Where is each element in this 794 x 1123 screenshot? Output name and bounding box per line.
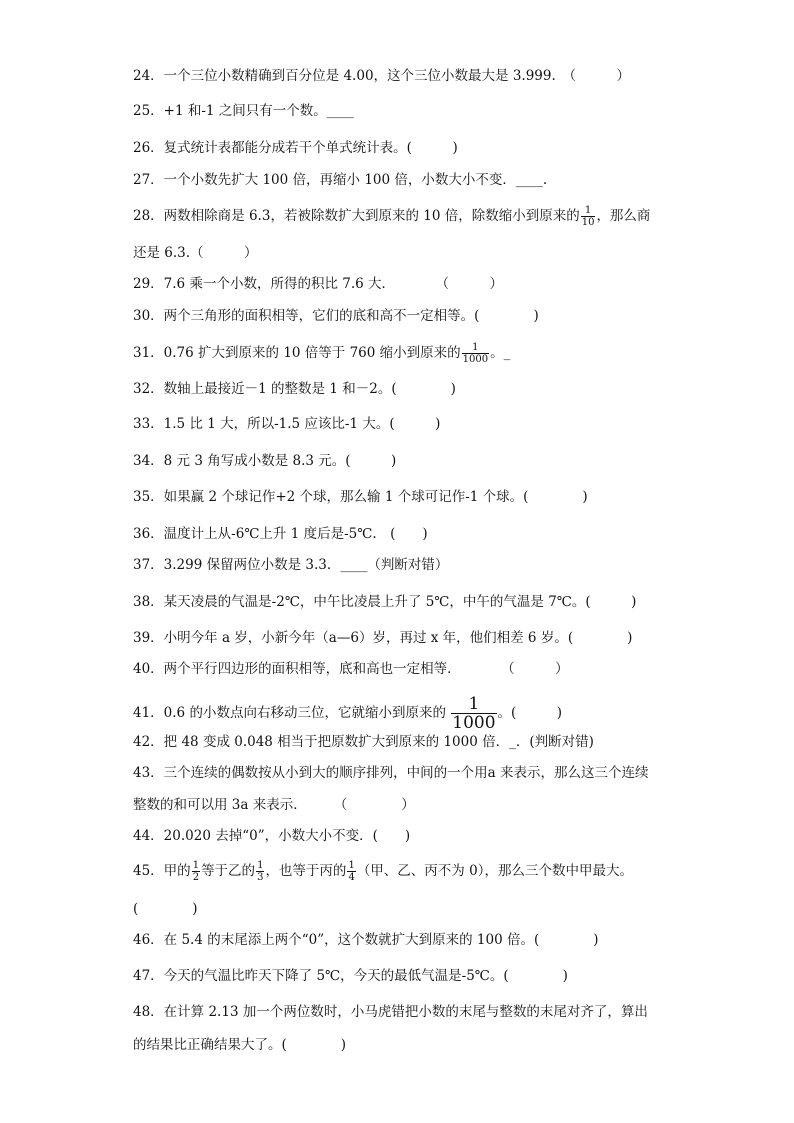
fraction-1-3: $\frac{1}{3}$ <box>257 860 264 883</box>
question-47: 47．今天的气温比昨天下降了 5℃，今天的最低气温是-5℃。( ) <box>133 968 568 984</box>
question-45-continued: ( ) <box>133 901 198 917</box>
question-44: 44．20.020 去掉“0”，小数大小不变．( ) <box>133 828 411 844</box>
question-48-continued: 的结果比正确结果大了。( ) <box>133 1037 347 1053</box>
fraction-1-2: $\frac{1}{2}$ <box>192 860 200 883</box>
question-40: 40．两个平行四边形的面积相等，底和高也一定相等． （ ） <box>133 661 569 677</box>
question-37: 37．3.299 保留两位小数是 3.3．____（判断对错） <box>133 557 449 573</box>
question-41: 41．0.6 的小数点向右移动三位，它就缩小到原来的 $\frac{1}{1000}$ 。( ) <box>133 694 563 733</box>
question-26: 26．复式统计表都能分成若干个单式统计表。( ) <box>133 140 458 156</box>
question-48: 48．在计算 2.13 加一个两位数时，小马虎错把小数的末尾与整数的末尾对齐了，算出 <box>133 1004 648 1020</box>
question-29: 29．7.6 乘一个小数，所得的积比 7.6 大． （ ） <box>133 276 503 292</box>
question-35: 35．如果赢 2 个球记作+2 个球，那么输 1 个球可记作-1 个球。( ) <box>133 489 588 505</box>
question-43-continued: 整数的和可以用 3a 来表示． （ ） <box>133 797 415 813</box>
question-28-continued: 还是 6.3.（ ） <box>133 245 258 261</box>
question-25: 25．+1 和-1 之间只有一个数。____ <box>133 103 354 119</box>
question-28: 28．两数相除商是 6.3，若被除数扩大到原来的 10 倍，除数缩小到原来的 $\frac{1}{10}$ ，那么商 <box>133 205 651 228</box>
question-30: 30．两个三角形的面积相等，它们的底和高不一定相等。( ) <box>133 308 539 324</box>
question-24: 24．一个三位小数精确到百分位是 4.00，这个三位小数最大是 3.999. （ ） <box>133 68 631 84</box>
fraction-1-10: $\frac{1}{10}$ <box>581 205 595 228</box>
question-33: 33．1.5 比 1 大，所以-1.5 应该比-1 大。( ) <box>133 416 441 432</box>
question-46: 46．在 5.4 的末尾添上两个“0”，这个数就扩大到原来的 100 倍。( ) <box>133 932 599 948</box>
question-43: 43．三个连续的偶数按从小到大的顺序排列，中间的一个用a 来表示，那么这三个连续 <box>133 765 649 781</box>
question-31: 31．0.76 扩大到原来的 10 倍等于 760 缩小到原来的 $\frac{1}{1000}$ 。_ <box>133 342 511 365</box>
question-34: 34．8 元 3 角写成小数是 8.3 元。( ) <box>133 453 397 469</box>
question-39: 39．小明今年 a 岁，小新今年（a—6）岁，再过 x 年，他们相差 6 岁。( ) <box>133 630 633 646</box>
question-45: 45．甲的 $\frac{1}{2}$ 等于乙的 $\frac{1}{3}$ ，也等于丙的 $\frac{1}{4}$ （甲、乙、丙不为 0），那么三个数中甲最大。 <box>133 860 633 883</box>
question-27: 27．一个小数先扩大 100 倍，再缩小 100 倍，小数大小不变．____. <box>133 172 548 188</box>
fraction-1-1000: $\frac{1}{1000}$ <box>462 342 489 365</box>
question-38: 38．某天凌晨的气温是-2℃，中午比凌晨上升了 5℃，中午的气温是 7℃。( ) <box>133 594 637 610</box>
question-32: 32．数轴上最接近－1 的整数是 1 和－2。( ) <box>133 381 456 397</box>
question-36: 36．温度计上从-6℃上升 1 度后是-5℃. ( ) <box>133 526 428 542</box>
question-42: 42．把 48 变成 0.048 相当于把原数扩大到原来的 1000 倍．_．(判断对错) <box>133 734 594 750</box>
fraction-1-1000-large: $\frac{1}{1000}$ <box>452 694 496 733</box>
fraction-1-4: $\frac{1}{4}$ <box>348 860 355 883</box>
